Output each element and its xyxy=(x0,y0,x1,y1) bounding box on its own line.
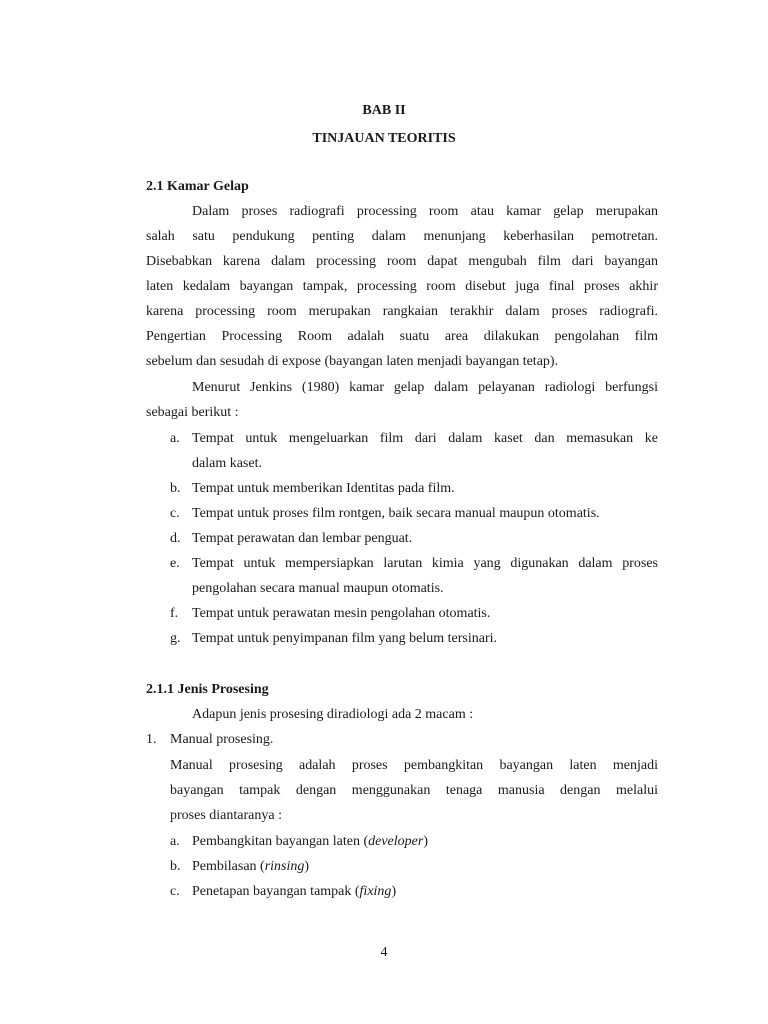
list-item-text: dalam kaset. xyxy=(192,456,262,471)
paragraph-line: Disebabkan karena dalam processing room dapat mengubah film dari bayangan xyxy=(146,254,658,269)
list-marker: 1. xyxy=(146,732,157,747)
list-marker: c. xyxy=(170,506,180,521)
step-text: Pembangkitan bayangan laten ( xyxy=(192,834,369,849)
paragraph-line: sebagai berikut : xyxy=(146,405,239,420)
list-marker: a. xyxy=(170,431,180,446)
step-close: ) xyxy=(391,884,397,899)
list-item-text xyxy=(192,859,309,875)
step-close: ) xyxy=(304,859,310,874)
section-heading-kamar-gelap: 2.1 Kamar Gelap xyxy=(146,179,249,194)
chapter-title: TINJAUAN TEORITIS xyxy=(312,131,456,146)
list-item-text: Tempat untuk memberikan Identitas pada film. xyxy=(192,481,455,496)
step-text: Pembilasan ( xyxy=(192,859,265,874)
list-item-title: Manual prosesing. xyxy=(170,732,274,747)
list-item-text: Tempat untuk mengeluarkan film dari dalam kaset dan memasukan ke xyxy=(192,431,658,446)
paragraph-line: karena processing room merupakan rangkaian terakhir dalam proses radiografi. xyxy=(146,304,658,319)
list-item-text: Tempat untuk proses film rontgen, baik secara manual maupun otomatis. xyxy=(192,506,600,521)
list-item-text: Tempat perawatan dan lembar penguat. xyxy=(192,531,413,546)
step-text: Penetapan bayangan tampak ( xyxy=(192,884,360,899)
list-marker: d. xyxy=(170,531,181,546)
list-marker: e. xyxy=(170,556,180,571)
paragraph-line: Pengertian Processing Room adalah suatu area dilakukan pengolahan film xyxy=(146,329,658,344)
paragraph-line: salah satu pendukung penting dalam menunjang keberhasilan pemotretan. xyxy=(146,229,658,244)
paragraph-line: sebelum dan sesudah di expose (bayangan laten menjadi bayangan tetap). xyxy=(146,354,559,369)
list-item-text xyxy=(192,834,428,850)
paragraph-line: laten kedalam bayangan tampak, processing room disebut juga final proses akhir xyxy=(146,279,658,294)
step-term: developer xyxy=(368,834,424,849)
list-item-text: Tempat untuk perawatan mesin pengolahan otomatis. xyxy=(192,606,491,621)
list-marker: c. xyxy=(170,884,180,899)
list-item-text: Tempat untuk penyimpanan film yang belum tersinari. xyxy=(192,631,497,646)
step-term: fixing xyxy=(359,884,392,899)
list-marker: f. xyxy=(170,606,179,621)
paragraph-line: Adapun jenis prosesing diradiologi ada 2 macam : xyxy=(192,707,474,722)
list-item-text: Tempat untuk mempersiapkan larutan kimia yang digunakan dalam proses xyxy=(192,556,658,571)
list-item-text: pengolahan secara manual maupun otomatis. xyxy=(192,581,444,596)
chapter-label: BAB II xyxy=(362,103,406,118)
list-marker: b. xyxy=(170,859,181,874)
list-marker: a. xyxy=(170,834,180,849)
paragraph-line: Manual prosesing adalah proses pembangkitan bayangan laten menjadi xyxy=(170,758,658,773)
step-close: ) xyxy=(423,834,428,849)
list-item-text xyxy=(192,884,396,900)
paragraph-line: Dalam proses radiografi processing room atau kamar gelap merupakan xyxy=(192,204,658,219)
list-marker: b. xyxy=(170,481,181,496)
list-marker: g. xyxy=(170,631,181,646)
paragraph-line: Menurut Jenkins (1980) kamar gelap dalam pelayanan radiologi berfungsi xyxy=(192,380,658,395)
paragraph-line: proses diantaranya : xyxy=(170,808,282,823)
step-term: rinsing xyxy=(264,859,305,874)
page-number: 4 xyxy=(380,945,388,960)
paragraph-line: bayangan tampak dengan menggunakan tenaga manusia dengan melalui xyxy=(170,783,658,798)
section-heading-jenis-prosesing: 2.1.1 Jenis Prosesing xyxy=(146,682,269,697)
